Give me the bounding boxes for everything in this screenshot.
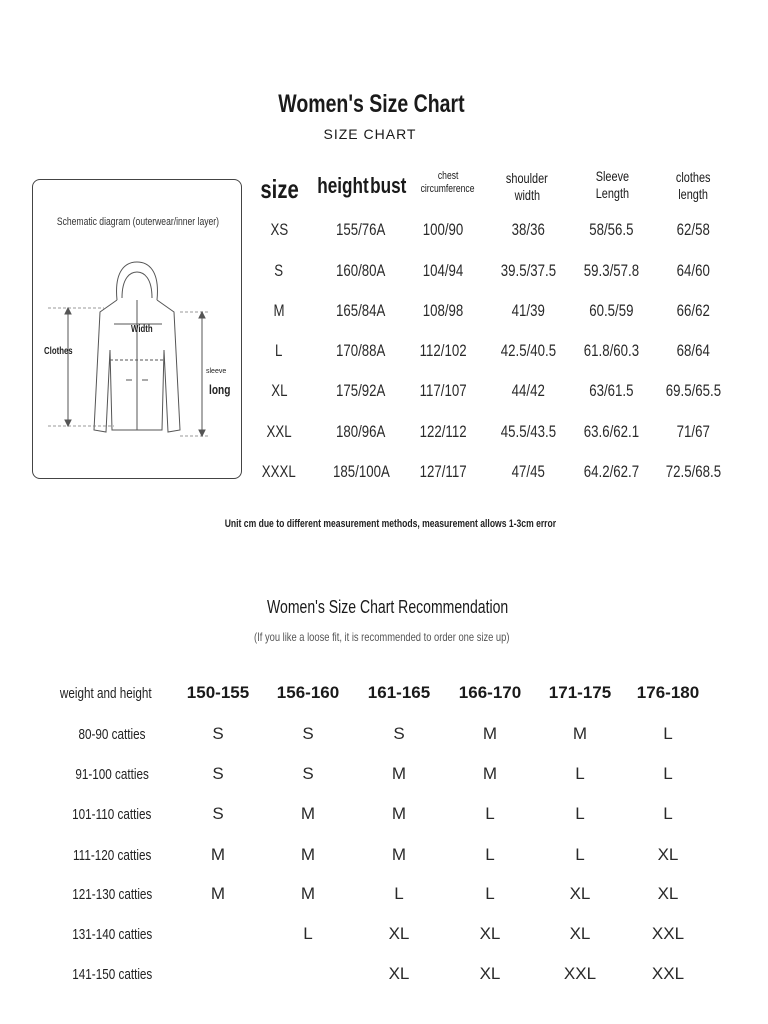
height-range-header: 171-175 (548, 683, 612, 702)
size-cell-chest: 122/112 (419, 422, 467, 441)
recommended-size-cell: L (485, 845, 495, 864)
size-cell-sleeve: 60.5/59 (588, 301, 634, 320)
recommended-size-cell: M (300, 804, 316, 823)
recommended-size-cell: XXL (651, 964, 685, 983)
size-cell-length: 69.5/65.5 (665, 381, 721, 400)
size-cell-size: S (274, 261, 284, 280)
recommended-size-cell: M (391, 845, 407, 864)
recommended-size-cell: XL (479, 924, 501, 943)
size-cell-height-bust: 180/96A (336, 422, 386, 441)
recommended-size-cell: L (663, 724, 673, 743)
size-cell-length: 64/60 (676, 261, 710, 280)
recommended-size-cell: XXL (651, 924, 685, 943)
recommended-size-cell: L (485, 884, 495, 903)
col-header-sleeve: Sleeve Length (595, 168, 629, 201)
size-cell-height-bust: 185/100A (332, 462, 390, 481)
recommended-size-cell: L (303, 924, 313, 943)
size-cell-size: XS (270, 220, 288, 239)
recommended-size-cell: XL (388, 964, 410, 983)
recommended-size-cell: L (575, 804, 585, 823)
recommended-size-cell: M (572, 724, 588, 743)
size-cell-size: XXL (266, 422, 292, 441)
size-cell-sleeve: 63.6/62.1 (583, 422, 639, 441)
size-cell-height-bust: 165/84A (336, 301, 386, 320)
recommended-size-cell: S (302, 764, 314, 783)
recommended-size-cell: L (575, 845, 585, 864)
recommendation-corner-label: weight and height (60, 685, 152, 702)
height-range-header: 176-180 (636, 683, 700, 702)
size-cell-chest: 108/98 (422, 301, 464, 320)
recommended-size-cell: S (212, 764, 224, 783)
size-cell-height-bust: 160/80A (336, 261, 386, 280)
height-range-header: 161-165 (367, 683, 431, 702)
size-cell-chest: 100/90 (422, 220, 464, 239)
size-cell-height-bust: 155/76A (336, 220, 386, 239)
weight-range-label: 111-120 catties (72, 847, 152, 864)
recommended-size-cell: XL (569, 924, 591, 943)
size-cell-length: 66/62 (676, 301, 710, 320)
size-cell-sleeve: 61.8/60.3 (583, 341, 639, 360)
size-cell-length: 72.5/68.5 (665, 462, 721, 481)
recommendation-title: Women's Size Chart Recommendation (267, 597, 509, 617)
page-subtitle: SIZE CHART (323, 126, 417, 142)
recommended-size-cell: M (391, 804, 407, 823)
recommended-size-cell: L (394, 884, 404, 903)
size-cell-size: L (275, 341, 283, 360)
col-header-bust: bust (369, 173, 407, 198)
diagram-label-sleeve: sleeve (206, 368, 227, 375)
size-cell-shoulder: 39.5/37.5 (500, 261, 556, 280)
size-cell-sleeve: 59.3/57.8 (583, 261, 639, 280)
recommended-size-cell: XL (388, 924, 410, 943)
height-range-header: 166-170 (458, 683, 522, 702)
diagram-caption: Schematic diagram (outerwear/inner layer) (56, 216, 220, 228)
diagram-label-width: Width (131, 324, 153, 335)
recommended-size-cell: L (663, 764, 673, 783)
size-cell-chest: 127/117 (419, 462, 467, 481)
recommended-size-cell: M (210, 845, 226, 864)
weight-range-label: 80-90 catties (78, 726, 146, 743)
recommended-size-cell: L (485, 804, 495, 823)
size-cell-shoulder: 47/45 (511, 462, 545, 481)
recommended-size-cell: M (210, 884, 226, 903)
recommended-size-cell: S (393, 724, 405, 743)
weight-range-label: 101-110 catties (72, 806, 152, 823)
size-cell-sleeve: 63/61.5 (588, 381, 634, 400)
page-title: Women's Size Chart (277, 90, 465, 118)
size-cell-shoulder: 38/36 (511, 220, 545, 239)
recommended-size-cell: M (391, 764, 407, 783)
recommended-size-cell: S (212, 804, 224, 823)
recommended-size-cell: XL (569, 884, 591, 903)
recommended-size-cell: L (575, 764, 585, 783)
size-cell-length: 68/64 (676, 341, 710, 360)
recommended-size-cell: M (482, 724, 498, 743)
recommended-size-cell: S (302, 724, 314, 743)
weight-range-label: 131-140 catties (71, 926, 152, 943)
recommended-size-cell: XL (657, 845, 679, 864)
size-cell-chest: 112/102 (419, 341, 467, 360)
size-cell-size: M (273, 301, 285, 320)
weight-range-label: 91-100 catties (75, 766, 149, 783)
size-cell-shoulder: 41/39 (511, 301, 545, 320)
height-range-header: 150-155 (186, 683, 250, 702)
recommended-size-cell: XL (479, 964, 501, 983)
diagram-label-long: long (209, 382, 231, 397)
recommended-size-cell: M (482, 764, 498, 783)
recommendation-note: (If you like a loose fit, it is recommended to order one size up) (254, 630, 510, 644)
size-cell-height-bust: 175/92A (336, 381, 386, 400)
size-cell-length: 62/58 (676, 220, 710, 239)
size-cell-size: XXXL (262, 462, 296, 481)
size-cell-size: XL (270, 381, 288, 400)
recommended-size-cell: M (300, 884, 316, 903)
recommended-size-cell: S (212, 724, 224, 743)
size-cell-shoulder: 45.5/43.5 (500, 422, 556, 441)
size-cell-sleeve: 58/56.5 (588, 220, 634, 239)
col-header-clothes-length: clothes length (675, 169, 711, 202)
recommended-size-cell: M (300, 845, 316, 864)
size-cell-chest: 104/94 (422, 261, 464, 280)
weight-range-label: 121-130 catties (71, 886, 152, 903)
col-header-shoulder: shoulder width (506, 170, 548, 203)
col-header-height: height (317, 173, 369, 198)
weight-range-label: 141-150 catties (71, 966, 152, 983)
size-cell-sleeve: 64.2/62.7 (583, 462, 639, 481)
height-range-header: 156-160 (276, 683, 340, 702)
recommended-size-cell: XL (657, 884, 679, 903)
diagram-label-clothes: Clothes (44, 346, 73, 357)
size-cell-chest: 117/107 (419, 381, 467, 400)
size-cell-height-bust: 170/88A (336, 341, 386, 360)
recommended-size-cell: XXL (563, 964, 597, 983)
size-cell-shoulder: 44/42 (511, 381, 545, 400)
col-header-size: size (260, 174, 300, 204)
col-header-chest: chest circumference (421, 170, 475, 196)
size-cell-shoulder: 42.5/40.5 (500, 341, 556, 360)
recommended-size-cell: L (663, 804, 673, 823)
size-cell-length: 71/67 (676, 422, 710, 441)
measurement-note: Unit cm due to different measurement methods, measurement allows 1-3cm error (224, 518, 556, 530)
